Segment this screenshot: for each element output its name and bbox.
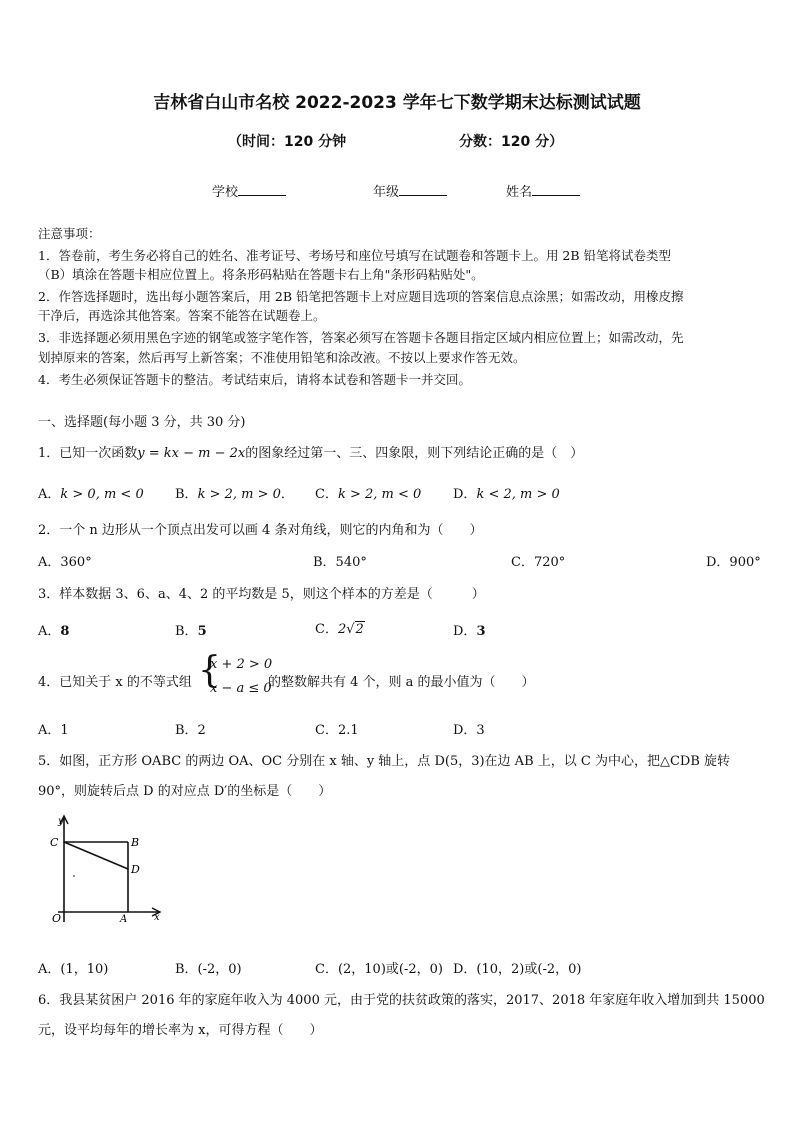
notice-item-1a: 1．答卷前，考生务必将自己的姓名、准考证号、考场号和座位号填写在试题卷和答题卡上。用 2B 铅笔将试卷类型 xyxy=(38,248,672,263)
notice-item-4: 4．考生必须保证答题卡的整洁。考试结束后，请将本试卷和答题卡一并交回。 xyxy=(38,372,471,387)
grade-blank xyxy=(399,183,447,196)
sqrt-symbol-icon: √ xyxy=(346,622,355,637)
q3-option-c xyxy=(315,618,365,637)
q1-b-label: B． xyxy=(175,487,198,502)
q3-c-coef: 2 xyxy=(337,622,347,637)
q5-option-d: D．(10，2)或(-2，0) xyxy=(453,962,582,977)
q4-option-d: D．3 xyxy=(453,723,485,738)
q5-line-2: 90°，则旋转后点 D 的对应点 D′的坐标是（ ） xyxy=(38,784,332,799)
q5-option-c: C．(2，10)或(-2，0) xyxy=(315,962,443,977)
q4-stem-pre: 4．已知关于 x 的不等式组 xyxy=(38,675,192,690)
grade-label: 年级 xyxy=(373,185,400,200)
q2-option-b: B．540° xyxy=(313,555,367,570)
full-score: 分数：120 分） xyxy=(459,134,564,150)
q4-option-c: C．2.1 xyxy=(315,723,359,738)
notice-item-2a: 2．作答选择题时，选出每小题答案后，用 2B 铅笔把答题卡上对应题目选项的答案信息点涂黑；如需改动，用橡皮擦 xyxy=(38,289,684,304)
school-label: 学校 xyxy=(212,185,239,200)
q4-option-a: A．1 xyxy=(38,723,69,738)
q1-b-text: k > 2, m > 0 xyxy=(197,487,281,502)
notice-item-2b: 干净后，再选涂其他答案。答案不能答在试题卷上。 xyxy=(38,308,326,323)
q4-brace-icon: { xyxy=(198,650,221,691)
q3-d-label: D． xyxy=(453,624,477,639)
label-a: A xyxy=(120,914,128,925)
q1-formula: y = kx − m − 2x xyxy=(137,446,246,461)
name-label: 姓名 xyxy=(506,185,533,200)
q4-inequality-1: x + 2 > 0 xyxy=(210,657,273,672)
q2-option-c: C．720° xyxy=(511,555,566,570)
q3-option-d xyxy=(453,620,485,639)
q3-c-radicand: 2 xyxy=(355,622,364,637)
stray-dot xyxy=(73,875,75,877)
segment-cd xyxy=(64,842,128,869)
school-field xyxy=(212,181,286,200)
notice-item-1b: （B）填涂在答题卡相应位置上。将条形码粘贴在答题卡右上角"条形码粘贴处"。 xyxy=(38,267,484,282)
q1-option-c xyxy=(315,483,421,502)
label-x: x xyxy=(154,912,160,923)
q1-d-text: k < 2, m > 0 xyxy=(476,487,560,502)
q3-a-label: A． xyxy=(38,624,61,639)
name-field xyxy=(506,181,580,200)
q4-inequality-2: x − a ≤ 0 xyxy=(210,681,272,696)
q5-option-a: A．(1，10) xyxy=(38,962,109,977)
notice-heading: 注意事项： xyxy=(38,226,101,241)
q1-option-a xyxy=(38,483,144,502)
q1-stem-post: 的图象经过第一、三、四象限，则下列结论正确的是（ ） xyxy=(245,446,584,461)
q2-option-d: D．900° xyxy=(706,555,761,570)
q5-option-b: B．(-2，0) xyxy=(175,962,242,977)
exam-title: 吉林省白山市名校 2022-2023 学年七下数学期末达标测试试题 xyxy=(153,93,641,113)
label-y: y xyxy=(58,816,64,827)
q1-a-text: k > 0, m < 0 xyxy=(60,487,144,502)
q1-a-label: A． xyxy=(38,487,61,502)
q3-b-label: B． xyxy=(175,624,198,639)
label-d: D xyxy=(131,863,140,876)
grade-field xyxy=(373,181,447,200)
notice-item-3b: 划掉原来的答案，然后再写上新答案；不准使用铅笔和涂改液。不按以上要求作答无效。 xyxy=(38,350,526,365)
q1-d-label: D． xyxy=(453,487,477,502)
q4-stem-post: 的整数解共有 4 个，则 a 的最小值为（ ） xyxy=(268,675,535,690)
q1-option-b xyxy=(175,483,294,502)
name-blank xyxy=(532,183,580,196)
q3-a-text: 8 xyxy=(60,624,70,639)
section-heading: 一、选择题(每小题 3 分，共 30 分) xyxy=(38,415,246,430)
q3-d-text: 3 xyxy=(476,624,486,639)
q1-b-tail: ． xyxy=(280,487,294,502)
q3-b-text: 5 xyxy=(197,624,207,639)
q1-c-label: C． xyxy=(315,487,338,502)
q5-line-1: 5．如图，正方形 OABC 的两边 OA、OC 分别在 x 轴、y 轴上，点 D(5，3)在边 AB 上，以 C 为中心，把△CDB 旋转 xyxy=(38,754,731,769)
q1-c-text: k > 2, m < 0 xyxy=(337,487,422,502)
question-1 xyxy=(38,442,583,461)
q1-option-d xyxy=(453,483,560,502)
square-figure xyxy=(40,812,170,938)
label-o: O xyxy=(52,912,62,925)
q1-stem-pre: 1．已知一次函数 xyxy=(38,446,138,461)
q3-option-a xyxy=(38,620,69,639)
label-b: B xyxy=(131,836,140,849)
q3-c-label: C． xyxy=(315,622,338,637)
time-limit: （时间：120 分钟 xyxy=(228,134,347,150)
question-2: 2．一个 n 边形从一个顶点出发可以画 4 条对角线，则它的内角和为（ ） xyxy=(38,523,483,538)
q2-option-a: A．360° xyxy=(38,555,92,570)
q4-option-b: B．2 xyxy=(175,723,206,738)
label-c: C xyxy=(50,836,59,849)
q6-line-1: 6．我县某贫困户 2016 年的家庭年收入为 4000 元，由于党的扶贫政策的落实，2017、2018 年家庭年收入增加到共 15000 xyxy=(38,993,765,1008)
q6-line-2: 元，设平均每年的增长率为 x，可得方程（ ） xyxy=(38,1023,323,1038)
notice-item-3a: 3．非选择题必须用黑色字迹的钢笔或签字笔作答，答案必须写在答题卡各题目指定区域内相应位置上；如需改动，先 xyxy=(38,330,684,345)
q3-option-b xyxy=(175,620,207,639)
question-3: 3．样本数据 3、6、a、4、2 的平均数是 5，则这个样本的方差是（ ） xyxy=(38,587,485,602)
school-blank xyxy=(238,183,286,196)
